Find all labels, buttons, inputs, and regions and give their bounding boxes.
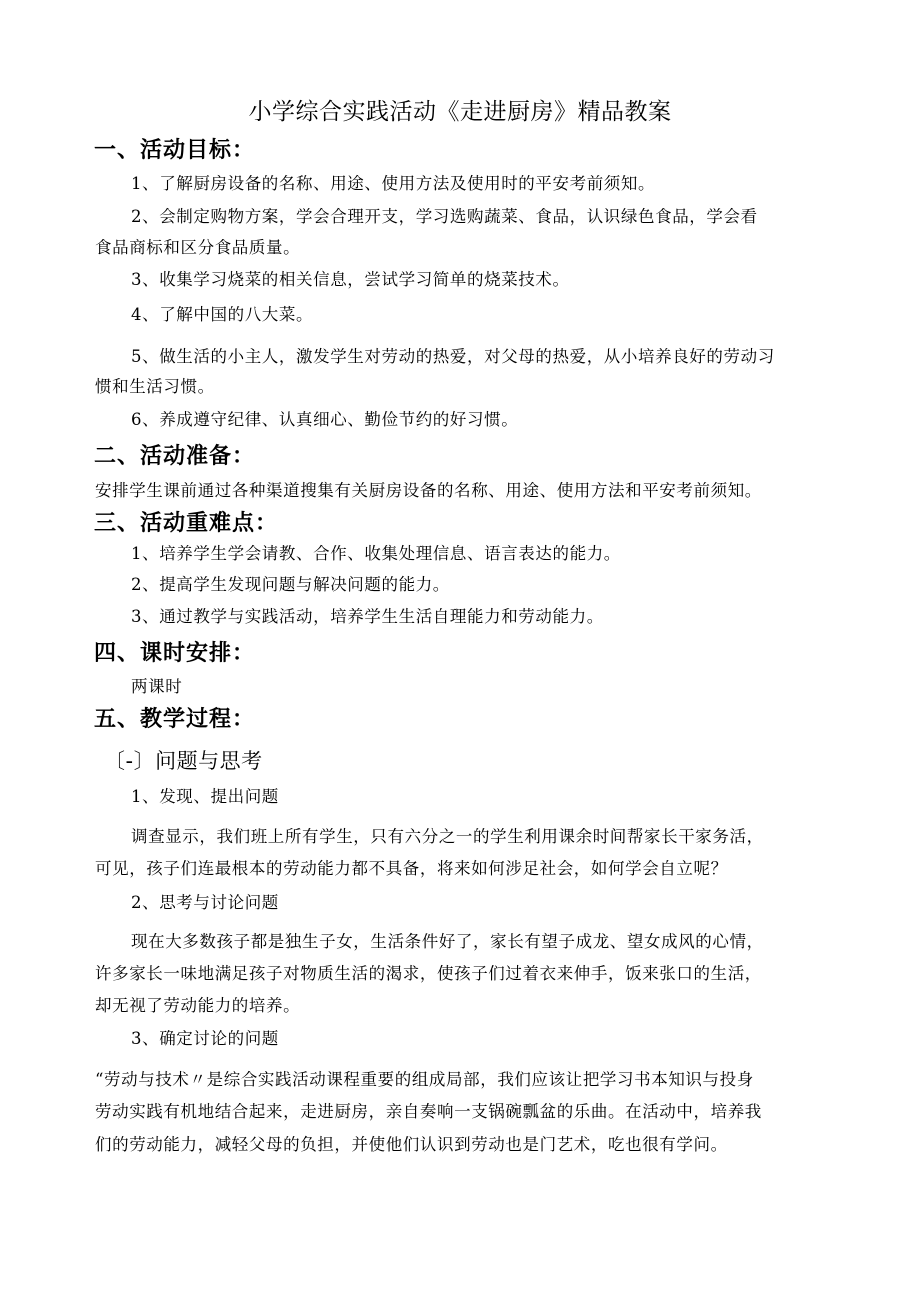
process-step: 1、发现、提出问题 bbox=[131, 787, 279, 806]
prep-text: 安排学生课前通过各种渠道搜集有关厨房设备的名称、用途、使用方法和平安考前须知。 bbox=[95, 481, 762, 500]
goal-item-continuation: 惯和生活习惯。 bbox=[95, 377, 215, 396]
paragraph-line: 劳动实践有机地结合起来，走进厨房，亲自奏响一支锅碗瓢盆的乐曲。在活动中，培养我 bbox=[95, 1102, 762, 1121]
schedule-text: 两课时 bbox=[131, 677, 183, 696]
process-step: 2、思考与讨论问题 bbox=[131, 893, 279, 912]
goal-item: 4、了解中国的八大菜。 bbox=[131, 305, 314, 324]
goal-item: 6、养成遵守纪律、认真细心、勤俭节约的好习惯。 bbox=[131, 410, 519, 429]
heading-teaching-process: 五、教学过程： bbox=[94, 707, 256, 732]
heading-activity-goals: 一、活动目标： bbox=[94, 138, 256, 163]
paragraph-line: 们的劳动能力，减轻父母的负担，并使他们认识到劳动也是门艺术，吃也很有学问。 bbox=[95, 1135, 728, 1154]
key-point-item: 1、培养学生学会请教、合作、收集处理信息、语言表达的能力。 bbox=[131, 544, 621, 563]
paragraph-line: 调查显示，我们班上所有学生，只有六分之一的学生利用课余时间帮家长干家务活， bbox=[131, 827, 764, 846]
goal-item: 5、做生活的小主人，激发学生对劳动的热爱，对父母的热爱，从小培养良好的劳动习 bbox=[131, 347, 775, 366]
goal-item: 2、会制定购物方案，学会合理开支，学习选购蔬菜、食品，认识绿色食品，学会看 bbox=[131, 207, 758, 226]
heading-activity-prep: 二、活动准备： bbox=[94, 444, 256, 469]
subheading-questions: 〔-〕问题与思考 bbox=[104, 749, 263, 773]
paragraph-line: 现在大多数孩子都是独生子女，生活条件好了，家长有望子成龙、望女成风的心情， bbox=[131, 932, 764, 951]
goal-item: 3、收集学习烧菜的相关信息，尝试学习简单的烧菜技术。 bbox=[131, 270, 570, 289]
document-title: 小学综合实践活动《走进厨房》精品教案 bbox=[248, 99, 672, 125]
key-point-item: 2、提高学生发现问题与解决问题的能力。 bbox=[131, 575, 450, 594]
paragraph-line: 许多家长一味地满足孩子对物质生活的渴求，使孩子们过着衣来伸手，饭来张口的生活， bbox=[95, 964, 762, 983]
goal-item: 1、了解厨房设备的名称、用途、使用方法及使用时的平安考前须知。 bbox=[131, 174, 656, 193]
paragraph-line: 却无视了劳动能力的培养。 bbox=[95, 996, 301, 1015]
heading-key-points: 三、活动重难点： bbox=[94, 511, 279, 536]
goal-item-continuation: 食品商标和区分食品质量。 bbox=[95, 238, 301, 257]
heading-schedule: 四、课时安排： bbox=[94, 641, 256, 666]
process-step: 3、确定讨论的问题 bbox=[131, 1029, 279, 1048]
key-point-item: 3、通过教学与实践活动，培养学生生活自理能力和劳动能力。 bbox=[131, 607, 604, 626]
paragraph-line: “劳动与技术〃是综合实践活动课程重要的组成局部，我们应该让把学习书本知识与投身 bbox=[95, 1070, 754, 1089]
paragraph-line: 可见，孩子们连最根本的劳动能力都不具备，将来如何涉足社会，如何学会自立呢？ bbox=[95, 859, 728, 878]
